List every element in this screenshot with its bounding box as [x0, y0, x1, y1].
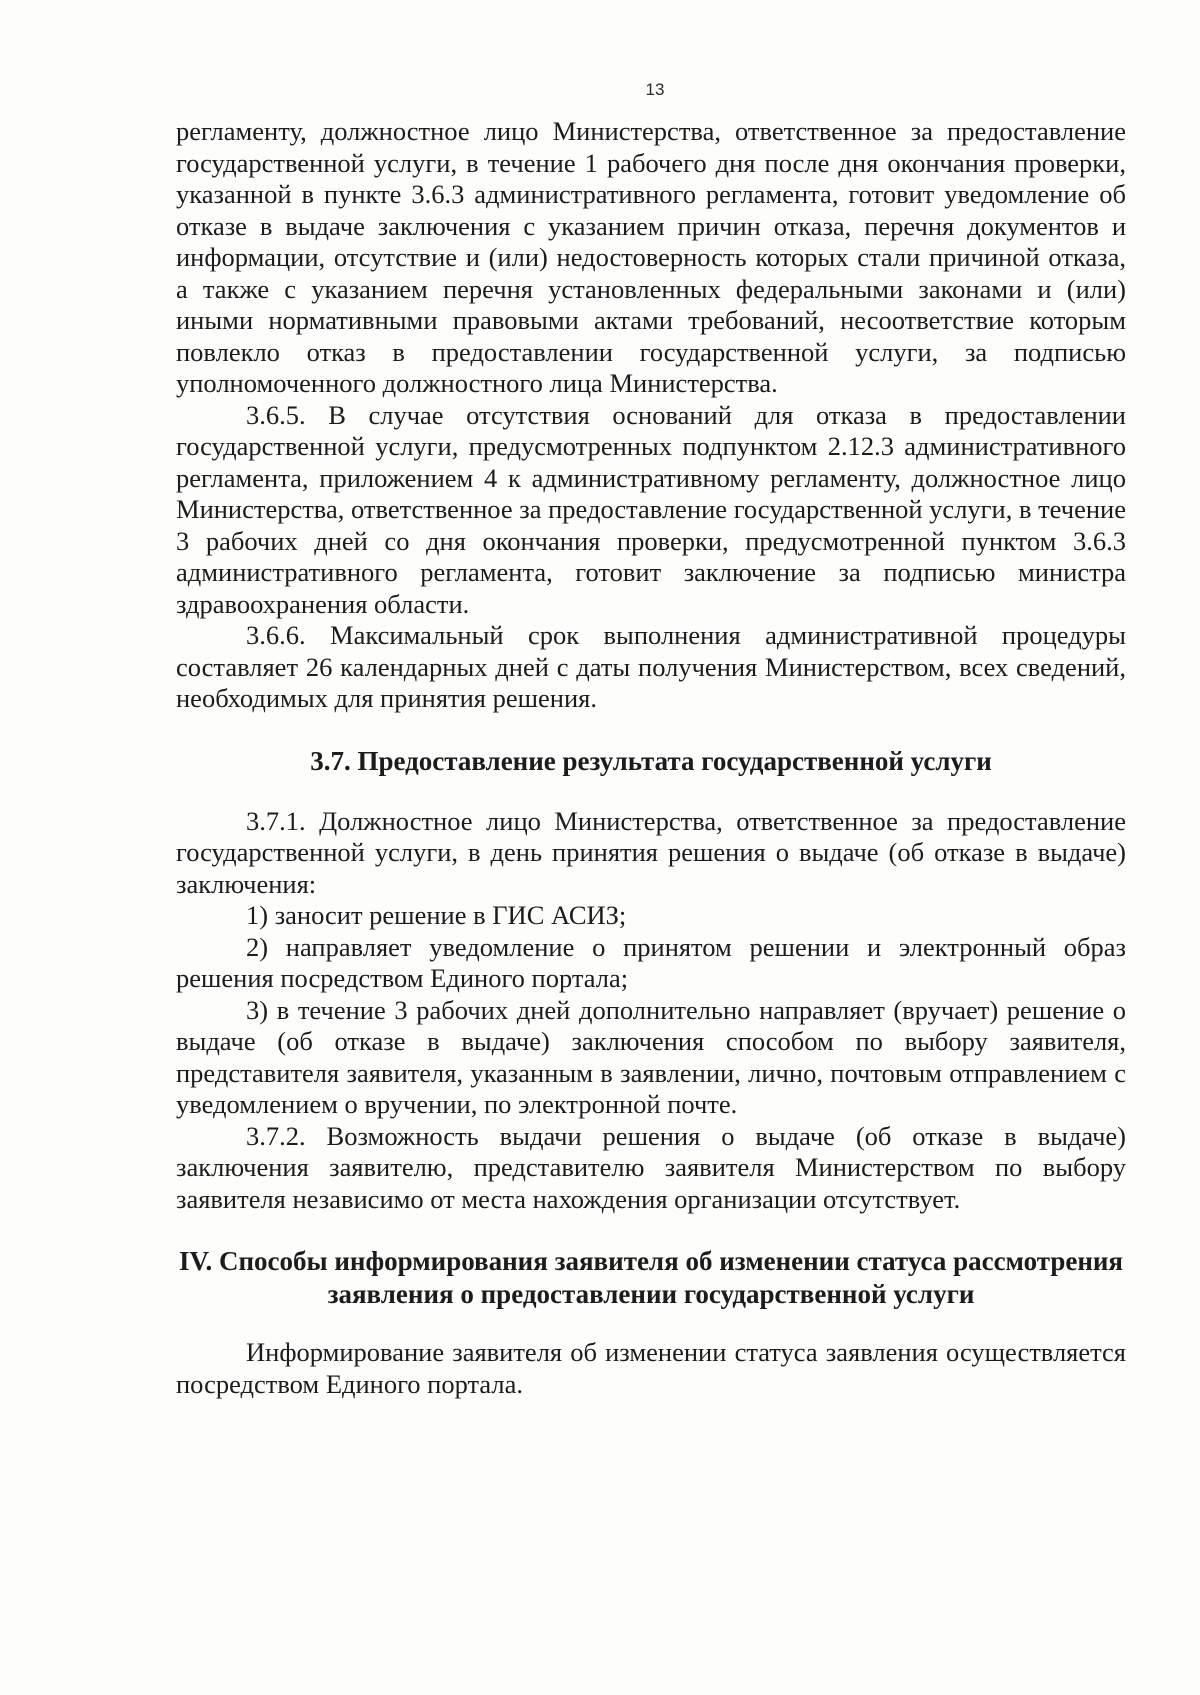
document-body — [176, 116, 1126, 1400]
page-number: 13 — [645, 80, 665, 99]
paragraph-3-6-6: 3.6.6. Максимальный срок выполнения административной процедуры составляет 26 календарных дней с даты получения Министерством, всех сведений, необходимых для принятия решения. — [176, 620, 1126, 713]
section-heading-iv: IV. Способы информирования заявителя об изменении статуса рассмотрения заявления о предоставлении государственной услуги — [178, 1246, 1124, 1309]
list-item-2: 2) направляет уведомление о принятом решении и электронный образ решения посредством Единого портала; — [176, 931, 1126, 993]
paragraph-3-7-1: 3.7.1. Должностное лицо Министерства, ответственное за предоставление государственной услуги, в день принятия решения о выдаче (об отказе в выдаче) заключения: — [176, 805, 1126, 899]
section-heading-3-7: 3.7. Предоставление результата государственной услуги — [310, 745, 992, 776]
list-item-1: 1) заносит решение в ГИС АСИЗ; — [246, 900, 627, 930]
paragraph-3-6-4-continuation: регламенту, должностное лицо Министерства, ответственное за предоставление государственной услуги, в течение 1 рабочего дня после дня окончания проверки, указанной в пункте 3.6.3 административного регламента, готовит уведомление об отказе в выдаче заключения с указанием причин отказа, перечня документов и информации, отсутствие и (или) недостоверность которых стали причиной отказа, а также с указанием перечня установленных федеральными законами и (или) иными нормативными правовыми актами требований, несоответствие которым повлекло отказ в предоставлении государственной услуги, за подписью уполномоченного должностного лица Министерства. — [176, 116, 1126, 398]
paragraph-3-6-5: 3.6.5. В случае отсутствия оснований для отказа в предоставлении государственной услуги, предусмотренных подпунктом 2.12.3 административного регламента, приложением 4 к административному регламенту, должностное лицо Министерства, ответственное за предоставление государственной услуги, в течение 3 рабочих дней со дня окончания проверки, предусмотренной пунктом 3.6.3 административного регламента, готовит заключение за подписью министра здравоохранения области. — [176, 399, 1127, 619]
list-item-3: 3) в течение 3 рабочих дней дополнительно направляет (вручает) решение о выдаче (об отказе в выдаче) заключения способом по выбору заявителя, представителя заявителя, указанным в заявлении, лично, почтовым отправлением с уведомлением о вручении, по электронной почте. — [176, 994, 1126, 1119]
paragraph-informing: Информирование заявителя об изменении статуса заявления осуществляется посредством Единого портала. — [176, 1337, 1126, 1399]
paragraph-3-7-2: 3.7.2. Возможность выдачи решения о выдаче (об отказе в выдаче) заключения заявителю, представителю заявителя Министерством по выбору заявителя независимо от места нахождения организации отсутствует. — [176, 1120, 1126, 1214]
